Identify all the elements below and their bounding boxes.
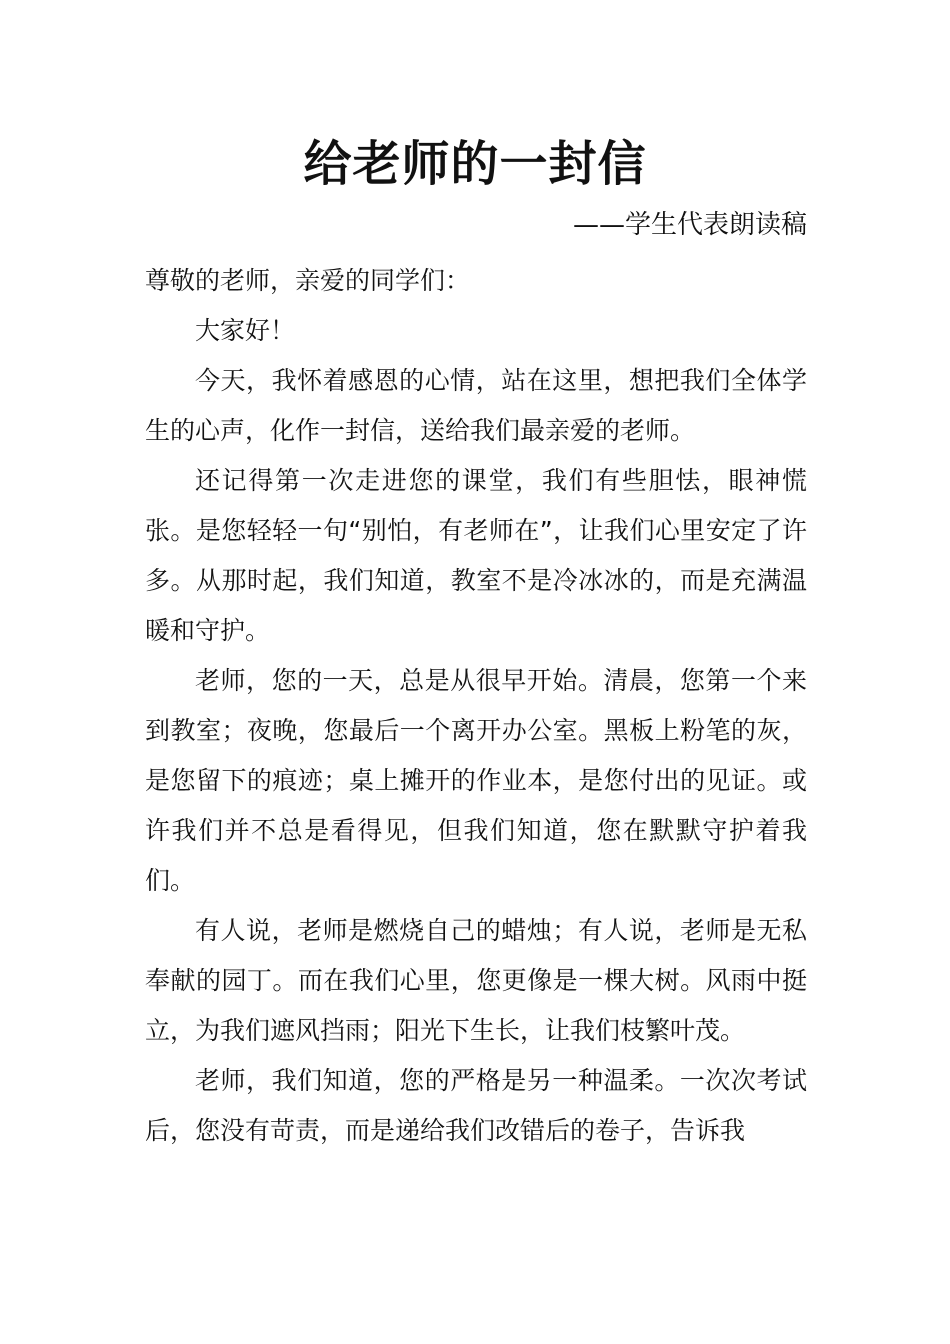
document-subtitle: ——学生代表朗读稿 [572,210,807,240]
paragraph-strictness: 老师，我们知道，您的严格是另一种温柔。一次次考试后，您没有苛责，而是递给我们改错后的卷子，告诉我 [145,1066,807,1145]
paragraph-first-class: 还记得第一次走进您的课堂，我们有些胆怯，眼神慌张。是您轻轻一句“别怕，有老师在”，让我们心里安定了许多。从那时起，我们知道，教室不是冷冰冰的，而是充满温暖和守护。 [145,466,807,645]
paragraph-teacher-day: 老师，您的一天，总是从很早开始。清晨，您第一个来到教室；夜晚，您最后一个离开办公室。黑板上粉笔的灰，是您留下的痕迹；桌上摊开的作业本，是您付出的见证。或许我们并不总是看得见，但我们知道，您在默默守护着我们。 [145,666,807,895]
paragraph-intro: 今天，我怀着感恩的心情，站在这里，想把我们全体学生的心声，化作一封信，送给我们最亲爱的老师。 [145,366,807,445]
document-title: 给老师的一封信 [303,136,647,192]
salutation: 尊敬的老师，亲爱的同学们： [145,266,471,295]
paragraph-greeting: 大家好！ [195,316,296,345]
paragraph-metaphor: 有人说，老师是燃烧自己的蜡烛；有人说，老师是无私奉献的园丁。而在我们心里，您更像是一棵大树。风雨中挺立，为我们遮风挡雨；阳光下生长，让我们枝繁叶茂。 [145,916,807,1045]
document-body [145,256,807,1156]
